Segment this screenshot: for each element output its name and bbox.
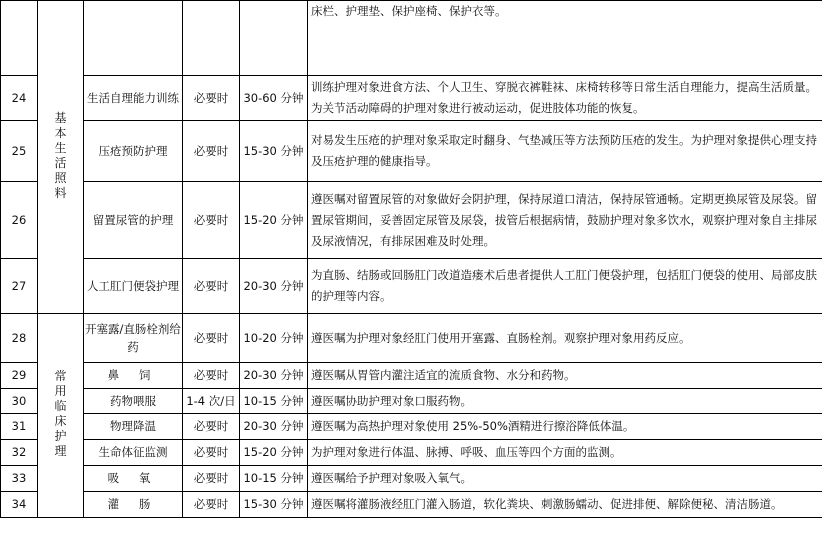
- item-description: 遵医嘱从胃管内灌注适宜的流质食物、水分和药物。: [308, 363, 822, 389]
- item-number: 24: [1, 76, 38, 121]
- item-name: 物理降温: [84, 414, 183, 440]
- item-frequency: 必要时: [183, 440, 240, 466]
- item-name: 开塞露/直肠栓剂给药: [84, 314, 183, 363]
- table-row: [1, 76, 822, 121]
- item-number: 29: [1, 363, 38, 389]
- item-number: 33: [1, 466, 38, 492]
- item-duration: [240, 1, 308, 76]
- item-name: 人工肛门便袋护理: [84, 259, 183, 314]
- item-description: 遵医嘱对留置尿管的对象做好会阴护理，保持尿道口清洁，保持尿管通畅。定期更换尿管及尿袋。留置尿管期间，妥善固定尿管及尿袋，拔管后根据病情，鼓励护理对象多饮水，观察护理对象自主排尿及尿液情况，有排尿困难及时处理。: [308, 182, 822, 259]
- item-duration: 15-20 分钟: [240, 182, 308, 259]
- item-duration: 10-15 分钟: [240, 466, 308, 492]
- item-duration: 15-30 分钟: [240, 492, 308, 518]
- table-row: [1, 414, 822, 440]
- item-duration: 20-30 分钟: [240, 259, 308, 314]
- item-duration: 30-60 分钟: [240, 76, 308, 121]
- item-number: 32: [1, 440, 38, 466]
- item-frequency: 必要时: [183, 259, 240, 314]
- item-description: 遵医嘱为高热护理对象使用 25%-50%酒精进行擦浴降低体温。: [308, 414, 822, 440]
- item-frequency: 必要时: [183, 414, 240, 440]
- item-frequency: 1-4 次/日: [183, 389, 240, 414]
- item-name: [84, 1, 183, 76]
- item-number: 34: [1, 492, 38, 518]
- item-description: 遵医嘱将灌肠液经肛门灌入肠道，软化粪块、刺激肠蠕动、促进排便、解除便秘、清洁肠道。: [308, 492, 822, 518]
- item-number: 28: [1, 314, 38, 363]
- item-number: [1, 1, 38, 76]
- item-duration: 20-30 分钟: [240, 363, 308, 389]
- table-row: [1, 182, 822, 259]
- item-description: 遵医嘱为护理对象经肛门使用开塞露、直肠栓剂。观察护理对象用药反应。: [308, 314, 822, 363]
- item-name: 生活自理能力训练: [84, 76, 183, 121]
- item-description: 为直肠、结肠或回肠肛门改道造瘘术后患者提供人工肛门便袋护理，包括肛门便袋的使用、局部皮肤的护理等内容。: [308, 259, 822, 314]
- item-name: 留置尿管的护理: [84, 182, 183, 259]
- item-frequency: 必要时: [183, 466, 240, 492]
- group-cell-basic: [38, 1, 84, 314]
- table-row: [1, 259, 822, 314]
- table-row: [1, 363, 822, 389]
- item-duration: 10-20 分钟: [240, 314, 308, 363]
- group-cell-clinical: [38, 314, 84, 518]
- item-name: 压疮预防护理: [84, 121, 183, 182]
- item-name: 药物喂服: [84, 389, 183, 414]
- item-number: 31: [1, 414, 38, 440]
- item-name: 鼻 饲: [84, 363, 183, 389]
- item-description: 对易发生压疮的护理对象采取定时翻身、气垫减压等方法预防压疮的发生。为护理对象提供心理支持及压疮护理的健康指导。: [308, 121, 822, 182]
- item-frequency: 必要时: [183, 492, 240, 518]
- group-label-clinical: 常用临床护理: [54, 369, 67, 458]
- item-name: 吸 氧: [84, 466, 183, 492]
- item-duration: 15-30 分钟: [240, 121, 308, 182]
- item-number: 26: [1, 182, 38, 259]
- item-duration: 15-20 分钟: [240, 440, 308, 466]
- item-frequency: 必要时: [183, 363, 240, 389]
- table-row: [1, 466, 822, 492]
- item-number: 27: [1, 259, 38, 314]
- item-duration: 20-30 分钟: [240, 414, 308, 440]
- item-frequency: 必要时: [183, 76, 240, 121]
- item-description: 训练护理对象进食方法、个人卫生、穿脱衣裤鞋袜、床椅转移等日常生活自理能力，提高生活质量。为关节活动障碍的护理对象进行被动运动，促进肢体功能的恢复。: [308, 76, 822, 121]
- item-frequency: 必要时: [183, 121, 240, 182]
- item-description: 遵医嘱给予护理对象吸入氧气。: [308, 466, 822, 492]
- group-label-basic: 基本生活照料: [54, 110, 67, 200]
- item-description: 遵医嘱协助护理对象口服药物。: [308, 389, 822, 414]
- item-frequency: 必要时: [183, 314, 240, 363]
- table-row: [1, 389, 822, 414]
- table-row: [1, 440, 822, 466]
- item-description: 床栏、护理垫、保护座椅、保护衣等。: [308, 1, 822, 76]
- table-row: [1, 492, 822, 518]
- item-duration: 10-15 分钟: [240, 389, 308, 414]
- item-frequency: [183, 1, 240, 76]
- table-row: [1, 314, 822, 363]
- item-frequency: 必要时: [183, 182, 240, 259]
- item-description: 为护理对象进行体温、脉搏、呼吸、血压等四个方面的监测。: [308, 440, 822, 466]
- table-row: [1, 1, 822, 76]
- item-name: 灌 肠: [84, 492, 183, 518]
- table-row: [1, 121, 822, 182]
- item-name: 生命体征监测: [84, 440, 183, 466]
- item-number: 30: [1, 389, 38, 414]
- item-number: 25: [1, 121, 38, 182]
